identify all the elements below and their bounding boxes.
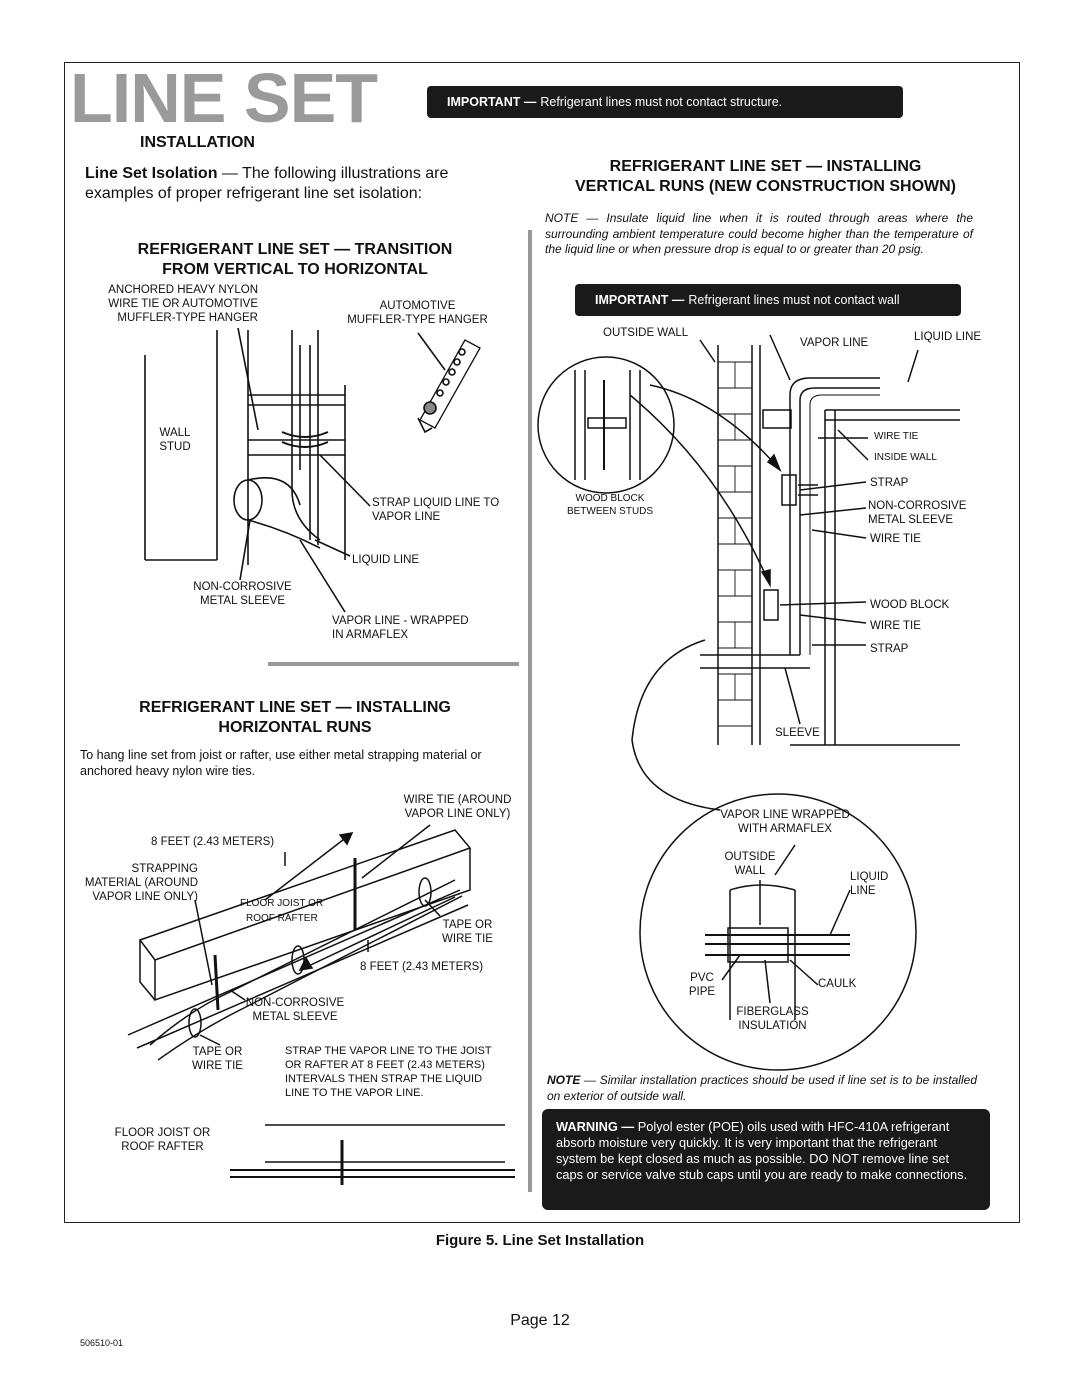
label-caulk: CAULK <box>818 978 857 990</box>
label-pvc-pipe: PVC PIPE <box>688 972 716 998</box>
label-strap-vapor: STRAP THE VAPOR LINE TO THE JOIST OR RAFTER AT 8 FEET (2.43 METERS) INTERVALS THEN STRAP THE LIQUID LINE TO THE VAPOR LINE. <box>285 1045 492 1099</box>
vertical-note-2 <box>547 1072 977 1104</box>
horizontal-heading-line1: REFRIGERANT LINE SET — INSTALLING <box>139 699 451 716</box>
label-automotive-hanger: AUTOMOTIVE MUFFLER-TYPE HANGER <box>347 300 488 326</box>
label-wood-block: WOOD BLOCK <box>870 599 950 611</box>
label-floor-joist-small: FLOOR JOIST OR <box>240 898 324 909</box>
label-vapor-wrapped-v: VAPOR LINE WRAPPED WITH ARMAFLEX <box>720 809 850 835</box>
isolation-strong: Line Set Isolation <box>85 165 218 182</box>
label-tape-wire-right: TAPE OR WIRE TIE <box>442 919 493 945</box>
label-strap-1: STRAP <box>870 477 909 489</box>
label-strap-2: STRAP <box>870 643 909 655</box>
label-feet-top: 8 FEET (2.43 METERS) <box>151 836 275 848</box>
warning-box <box>542 1109 990 1210</box>
label-inside-wall: INSIDE WALL <box>874 452 937 463</box>
label-strap-liquid: STRAP LIQUID LINE TO VAPOR LINE <box>372 497 500 523</box>
page-title: LINE SET <box>70 59 378 137</box>
label-wood-block-between: WOOD BLOCK BETWEEN STUDS <box>566 493 654 517</box>
label-wire-tie-2: WIRE TIE <box>870 533 921 545</box>
isolation-text: — The following illustrations are examples of proper refrigerant line set isolation: <box>85 165 449 202</box>
label-outside-wall: OUTSIDE WALL <box>603 327 689 339</box>
note2-text: — Similar installation practices should be used if line set is to be installed on exterior of outside wall. <box>547 1073 977 1103</box>
label-sleeve-v: NON-CORROSIVE METAL SLEEVE <box>868 500 967 526</box>
note2-strong: NOTE <box>547 1073 581 1087</box>
label-wire-tie-around: WIRE TIE (AROUND VAPOR LINE ONLY) <box>403 794 512 820</box>
label-anchored-tie: ANCHORED HEAVY NYLON WIRE TIE OR AUTOMOTIVE MUFFLER-TYPE HANGER <box>108 284 258 324</box>
label-liquid-line-2: LIQUID LINE <box>850 871 889 897</box>
label-roof-rafter-small: ROOF RAFTER <box>246 913 318 924</box>
important-wall-text: Refrigerant lines must not contact wall <box>688 293 900 307</box>
label-strapping: STRAPPING MATERIAL (AROUND VAPOR LINE ONLY) <box>84 863 198 903</box>
warning-label: WARNING — <box>556 1119 635 1134</box>
warning-text: Polyol ester (POE) oils used with HFC-410A refrigerant absorb moisture very quickly. It is very important that the refrigerant system be kept closed as much as possible. DO NOT remove line set caps or service valve stub caps until you are ready to make connections. <box>556 1119 968 1182</box>
label-tape-wire-left: TAPE OR WIRE TIE <box>192 1046 243 1072</box>
label-vapor-line: VAPOR LINE <box>800 337 869 349</box>
doc-number: 506510-01 <box>80 1338 124 1348</box>
label-sleeve-horizontal: NON-CORROSIVE METAL SLEEVE <box>245 997 345 1023</box>
label-floor-joist: FLOOR JOIST OR ROOF RAFTER <box>114 1127 211 1153</box>
label-feet-bottom: 8 FEET (2.43 METERS) <box>360 961 484 973</box>
label-vapor-wrapped: VAPOR LINE - WRAPPED IN ARMAFLEX <box>332 615 469 641</box>
label-wire-tie-1: WIRE TIE <box>874 431 919 442</box>
important-text: Refrigerant lines must not contact structure. <box>540 95 783 109</box>
label-liquid-line: LIQUID LINE <box>352 554 420 566</box>
page-number: Page 12 <box>510 1312 570 1329</box>
label-sleeve-bottom: SLEEVE <box>775 727 820 739</box>
transition-heading-line2: FROM VERTICAL TO HORIZONTAL <box>162 261 428 278</box>
vertical-heading-line2: VERTICAL RUNS (NEW CONSTRUCTION SHOWN) <box>574 178 957 195</box>
label-wire-tie-3: WIRE TIE <box>870 620 921 632</box>
label-outside-wall-2: OUTSIDE WALL <box>724 851 776 877</box>
horizontal-text: To hang line set from joist or rafter, use either metal strapping material or anchored heavy nylon wire ties. <box>80 748 482 778</box>
important-label: IMPORTANT — <box>447 95 537 109</box>
label-liquid-line-v: LIQUID LINE <box>914 331 982 343</box>
figure-caption: Figure 5. Line Set Installation <box>435 1232 645 1249</box>
horizontal-heading-line2: HORIZONTAL RUNS <box>218 719 372 736</box>
important-wall-label: IMPORTANT — <box>595 293 685 307</box>
vertical-note: NOTE — Insulate liquid line when it is routed through areas where the surrounding ambient temperature could become higher than the temperature of the liquid line or when pressure drop is equal to or greater than 20 psig. <box>545 211 973 256</box>
label-metal-sleeve: NON-CORROSIVE METAL SLEEVE <box>193 581 292 607</box>
label-fiberglass: FIBERGLASS INSULATION <box>736 1006 809 1032</box>
label-wall-stud: WALL STUD <box>159 427 191 453</box>
transition-heading-line1: REFRIGERANT LINE SET — TRANSITION <box>137 241 453 258</box>
installation-heading: INSTALLATION <box>140 134 255 151</box>
vertical-heading-line1: REFRIGERANT LINE SET — INSTALLING <box>609 158 922 175</box>
